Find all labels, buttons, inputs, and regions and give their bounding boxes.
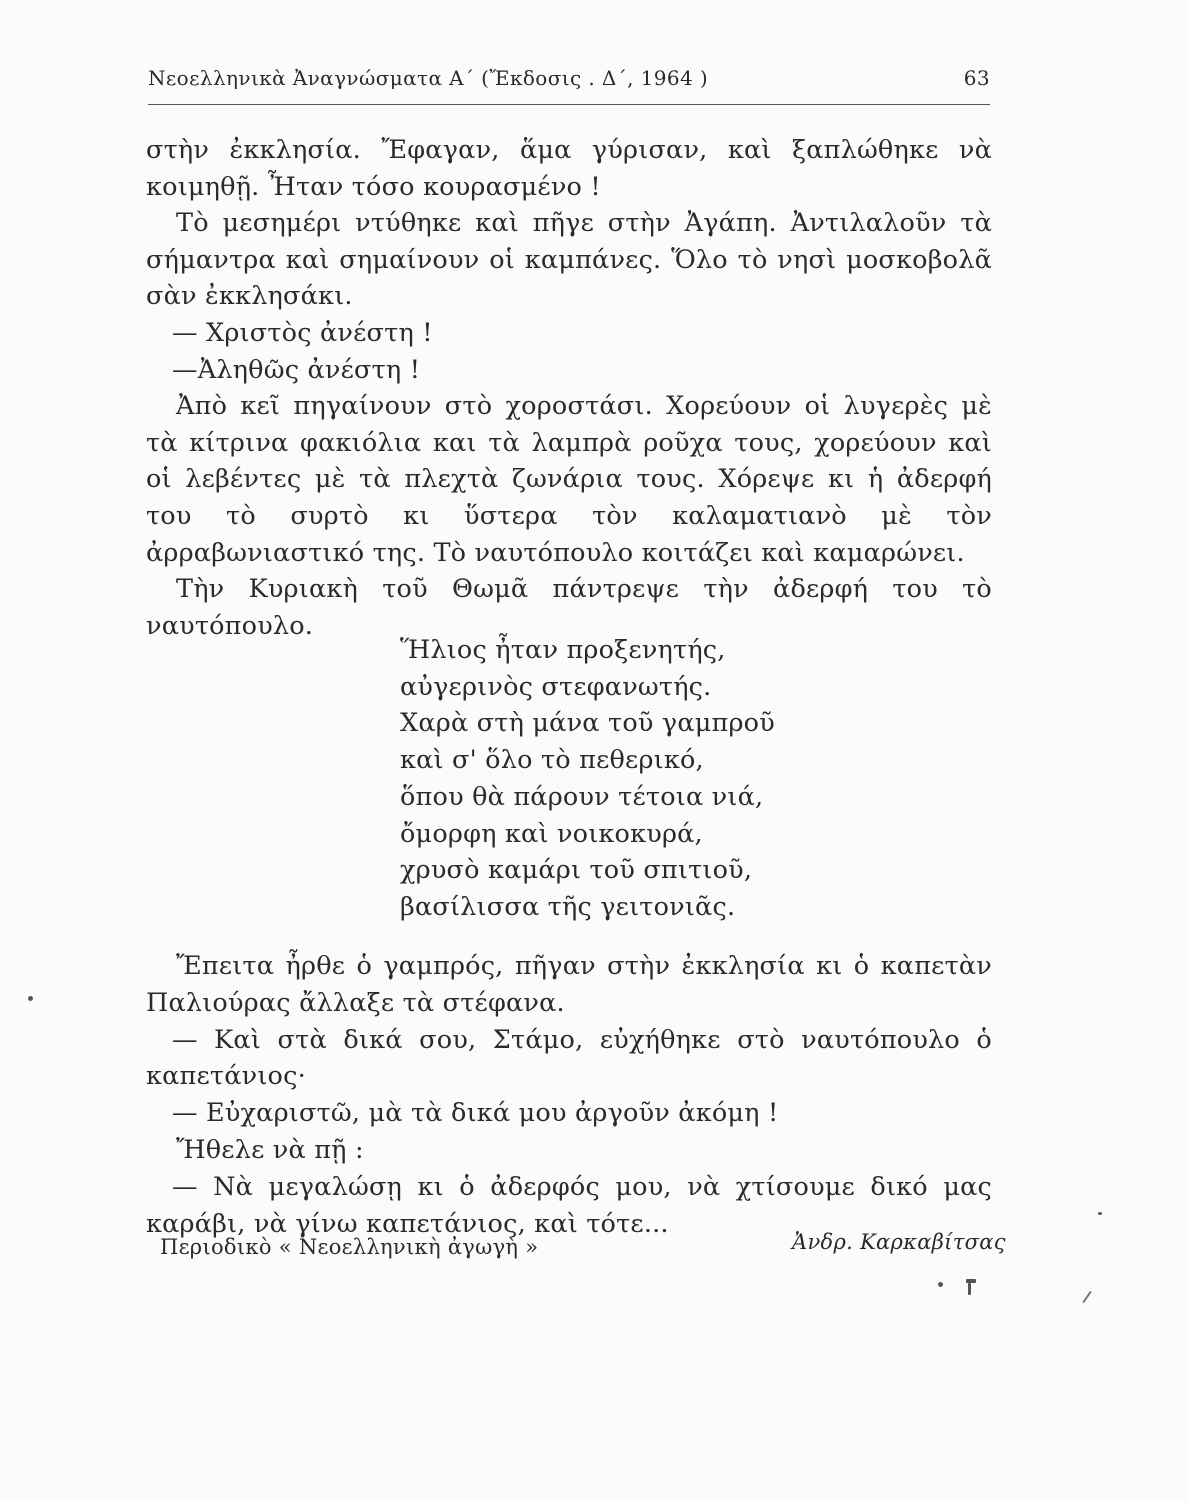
poem-line: ὄμορφη καὶ νοικοκυρά, [400,818,703,849]
paragraph: Τὸ μεσημέρι ντύθηκε καὶ πῆγε στὴν Ἀγάπη. Ἀντιλαλοῦν τὰ σήμαντρα καὶ σημαίνουν οἱ καμπάνες. Ὅλο τὸ νησὶ μοσκοβολᾶ σὰν ἐκκλησάκι. [146,208,992,312]
dialogue-line: — Νὰ μεγαλώσῃ κι ὁ ἀδερφός μου, νὰ χτίσουμε δικό μας καράβι, νὰ γίνω καπετάνιος, καὶ τότε... [146,1171,992,1239]
poem-line: αὐγερινὸς στεφανωτής. [400,671,712,702]
folk-song-poem [400,632,775,926]
paragraph: Ἔπειτα ἦρθε ὁ γαμπρός, πῆγαν στὴν ἐκκλησία κι ὁ καπετὰν Παλιούρας ἄλλαξε τὰ στέφανα. [146,951,992,1018]
poem-line: χρυσὸ καμάρι τοῦ σπιτιοῦ, [400,855,753,886]
book-title: Νεοελληνικὰ Ἀναγνώσματα Α΄ (Ἔκδοσις . Δ΄, 1964 ) [148,66,709,90]
source-citation: Περιοδικὸ « Νεοελληνικὴ ἀγωγὴ » [160,1235,539,1259]
poem-line: καὶ σ' ὅλο τὸ πεθερικό, [400,745,704,776]
poem-line: βασίλισσα τῆς γειτονιᾶς. [400,891,736,922]
dialogue-line: — Καὶ στὰ δικά σου, Στάμο, εὐχήθηκε στὸ ναυτόπουλο ὁ καπετάνιος· [146,1024,992,1092]
author-signature: Ἀνδρ. Καρκαβίτσας [792,1230,1006,1254]
paragraph: στὴν ἐκκλησία. Ἔφαγαν, ἅμα γύρισαν, καὶ ξαπλώθηκε νὰ κοιμηθῇ. Ἦταν τόσο κουρασμένο ! [146,135,992,202]
scan-speck [28,996,33,1001]
scan-speck [1098,1212,1102,1215]
paragraph: Τὴν Κυριακὴ τοῦ Θωμᾶ πάντρεψε τὴν ἀδερφή του τὸ ναυτόπουλο. [146,574,992,641]
dialogue-line: — Χριστὸς ἀνέστη ! [172,317,433,348]
dialogue-line: —Ἀληθῶς ἀνέστη ! [172,354,421,385]
dialogue-line: — Εὐχαριστῶ, μὰ τὰ δικά μου ἀργοῦν ἀκόμη ! [172,1098,779,1129]
poem-line: Ἥλιος ἦταν προξενητής, [400,635,726,665]
paragraph: Ἀπὸ κεῖ πηγαίνουν στὸ χοροστάσι. Χορεύουν οἱ λυγερὲς μὲ τὰ κίτρινα φακιόλια και τὰ λαμπρὰ ροῦχα τους, χορεύουν καὶ οἱ λεβέντες μὲ τὰ πλεχτὰ ζωνάρια τους. Χόρεψε κι ἡ ἀδερφή του τὸ συρτὸ κι ὕστερα τὸν καλαματιανὸ μὲ τὸν ἀρραβωνιαστικό της. Τὸ ναυτόπουλο κοιτάζει καὶ καμαρώνει. [146,391,992,568]
paragraph: Ἤθελε νὰ πῇ : [176,1134,364,1165]
prose-block [146,132,992,644]
scan-speck [1082,1291,1092,1304]
poem-line: ὅπου θὰ πάρουν τέτοια νιά, [400,781,764,812]
scan-speck [968,1283,971,1295]
running-head [148,66,990,105]
prose-block-2 [146,948,992,1242]
page-number: 63 [963,66,990,90]
scan-speck [938,1282,943,1287]
poem-line: Χαρὰ στὴ μάνα τοῦ γαμπροῦ [400,708,775,739]
